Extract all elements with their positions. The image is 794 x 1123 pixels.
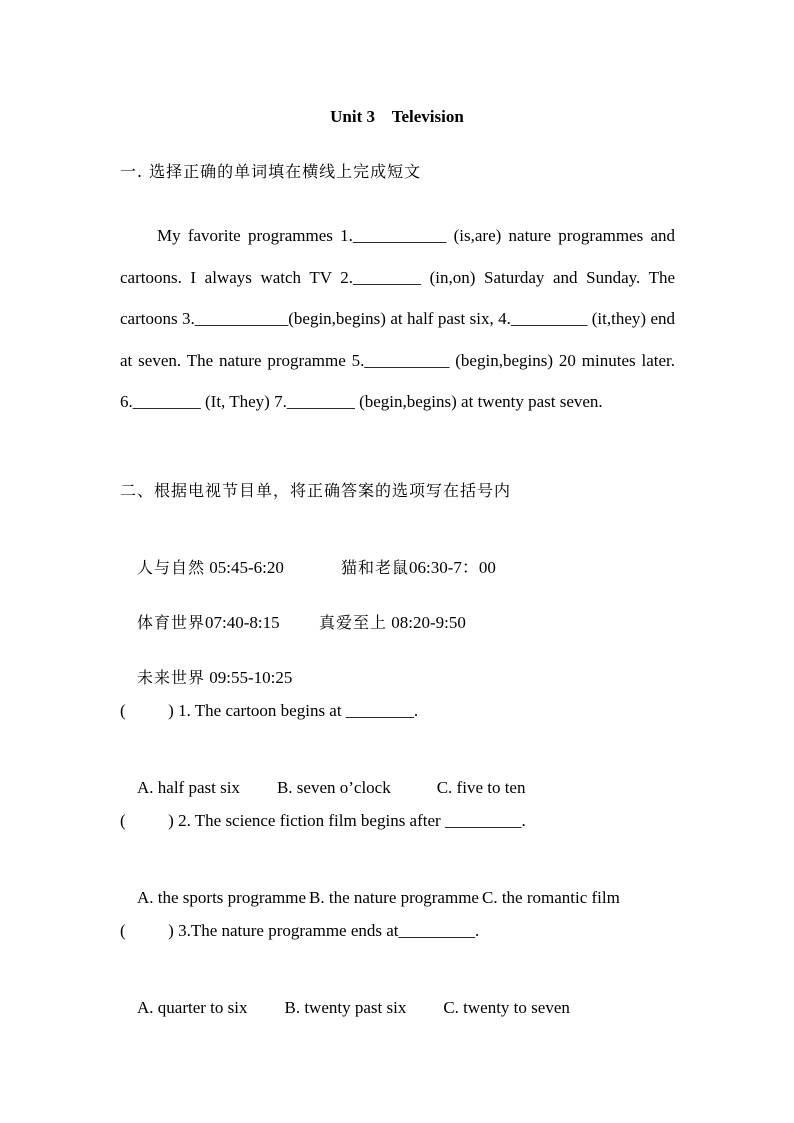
option-c: C. five to ten: [436, 778, 526, 797]
question-2-stem: ( ) 2. The science fiction film begins after _________.: [120, 811, 526, 830]
option-b: B. twenty past six: [284, 998, 407, 1017]
schedule-program-time: 05:45-6:20: [209, 558, 284, 577]
schedule-program-time: 07:40-8:15: [205, 613, 280, 632]
section-2-heading: 二、根据电视节目单，将正确答案的选项写在括号内: [120, 481, 512, 500]
option-a: A. quarter to six: [137, 998, 248, 1017]
option-a: A. the sports programme: [137, 888, 307, 907]
schedule-program-time: 09:55-10:25: [209, 668, 293, 687]
option-c: C. twenty to seven: [443, 998, 570, 1017]
schedule-program-name: 真爱至上: [319, 613, 388, 632]
section-1-heading: 一. 选择正确的单词填在横线上完成短文: [120, 162, 422, 181]
schedule-program-name: 猫和老鼠: [341, 558, 410, 577]
fill-in-passage: My favorite programmes 1.___________ (is,are) nature programmes and cartoons. I always watch TV 2.________ (in,on) Saturday and Sunday. The cartoons 3.___________(begin,begins) at half past six, 4._________ (it,they) end at seven. The nature programme 5.__________ (begin,begins) 20 minutes later. 6.________ (It, They) 7.________ (begin,begins) at twenty past seven.: [120, 226, 675, 412]
option-b: B. the nature programme: [309, 888, 479, 907]
page-title: Unit 3 Television: [330, 107, 464, 126]
question-1-stem: ( ) 1. The cartoon begins at ________.: [120, 701, 419, 720]
option-c: C. the romantic film: [481, 888, 620, 907]
schedule-program-time: 06:30-7：00: [409, 558, 496, 577]
question-3-options: [120, 975, 570, 1041]
question-3-stem: ( ) 3.The nature programme ends at_________.: [120, 921, 480, 940]
option-a: A. half past six: [137, 778, 240, 797]
option-b: B. seven o’clock: [276, 778, 391, 797]
schedule-item-4: [302, 590, 466, 656]
schedule-program-name: 未来世界: [137, 668, 206, 687]
schedule-program-time: 08:20-9:50: [391, 613, 466, 632]
schedule-program-name: 人与自然: [137, 558, 206, 577]
schedule-program-name: 体育世界: [137, 613, 206, 632]
